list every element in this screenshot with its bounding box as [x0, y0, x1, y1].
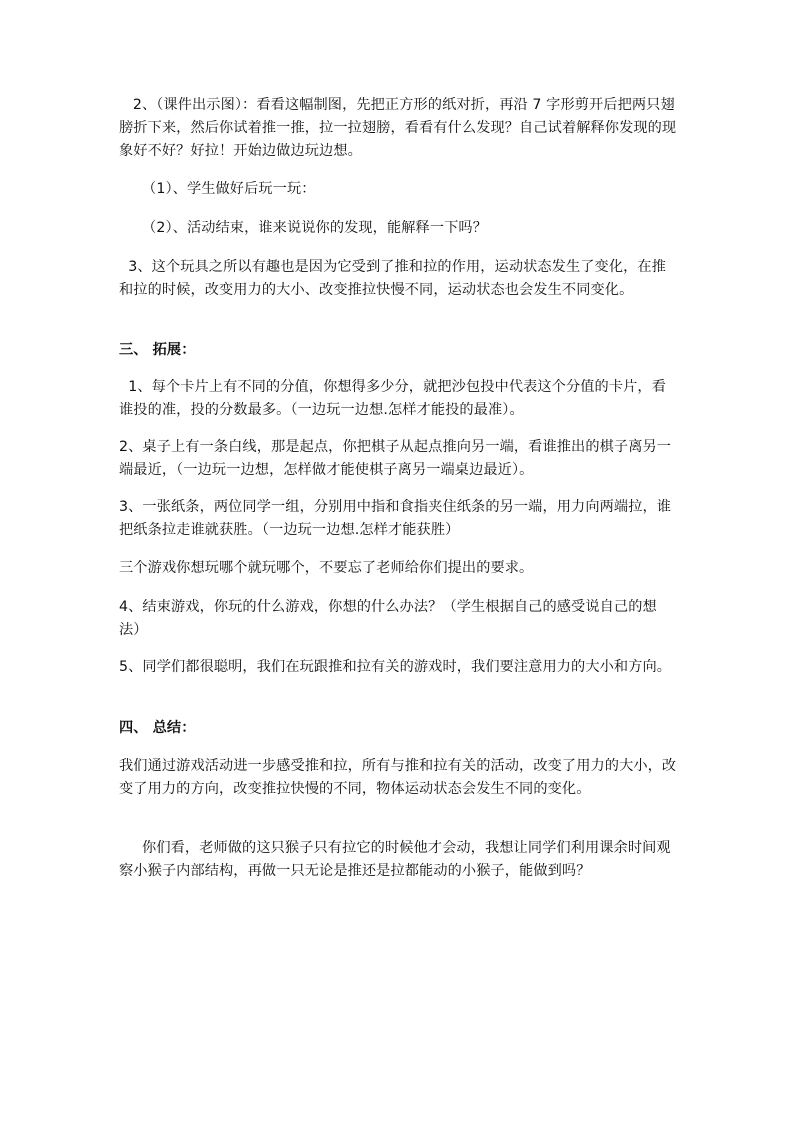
paragraph-game-1: 1、每个卡片上有不同的分值，你想得多少分，就把沙包投中代表这个分值的卡片，看谁投的准，投的分数最多。（一边玩一边想.怎样才能投的最准）。 [119, 379, 666, 418]
paragraph-end-game: 4、结束游戏，你玩的什么游戏，你想的什么办法？（学生根据自己的感受说自己的想法） [119, 599, 657, 638]
paragraph-homework: 你们看，老师做的这只猴子只有拉它的时候他才会动，我想让同学们利用课余时间观察小猴子内部结构，再做一只无论是推还是拉都能动的小猴子，能做到吗？ [119, 840, 671, 879]
paragraph-step-2: （2）、活动结束，谁来说说你的发现，能解释一下吗？ [119, 220, 487, 236]
paragraph-step-1: （1）、学生做好后玩一玩： [119, 181, 316, 197]
section-heading-extension: 三、 拓展： [119, 342, 196, 358]
paragraph-summary: 我们通过游戏活动进一步感受推和拉，所有与推和拉有关的活动，改变了用力的大小，改变了用力的方向，改变推拉快慢的不同，物体运动状态会发生不同的变化。 [119, 758, 677, 797]
paragraph-game-2: 2、桌子上有一条白线，那是起点，你把棋子从起点推向另一端，看谁推出的棋子离另一端最近，（一边玩一边想，怎样做才能使棋子离另一端桌边最近）。 [119, 439, 672, 478]
paragraph-game-3: 3、一张纸条，两位同学一组，分别用中指和食指夹住纸条的另一端，用力向两端拉，谁把纸条拉走谁就获胜。（一边玩一边想.怎样才能获胜） [119, 499, 672, 538]
paragraph-activity-2: 2、（课件出示图）：看看这幅制图，先把正方形的纸对折，再沿 7 字形剪开后把两只翅膀折下来，然后你试着推一推，拉一拉翅膀，看看有什么发现？自己试着解释你发现的现象好不好？好拉！开始边做边玩边想。 [119, 97, 677, 159]
section-heading-summary: 四、 总结： [119, 720, 196, 736]
paragraph-choose-game: 三个游戏你想玩哪个就玩哪个，不要忘了老师给你们提出的要求。 [119, 560, 534, 576]
paragraph-attention: 5、同学们都很聪明，我们在玩跟推和拉有关的游戏时，我们要注意用力的大小和方向。 [119, 659, 672, 675]
paragraph-activity-3: 3、这个玩具之所以有趣也是因为它受到了推和拉的作用，运动状态发生了变化，在推和拉的时候，改变用力的大小、改变推拉快慢不同，运动状态也会发生不同变化。 [119, 259, 666, 298]
